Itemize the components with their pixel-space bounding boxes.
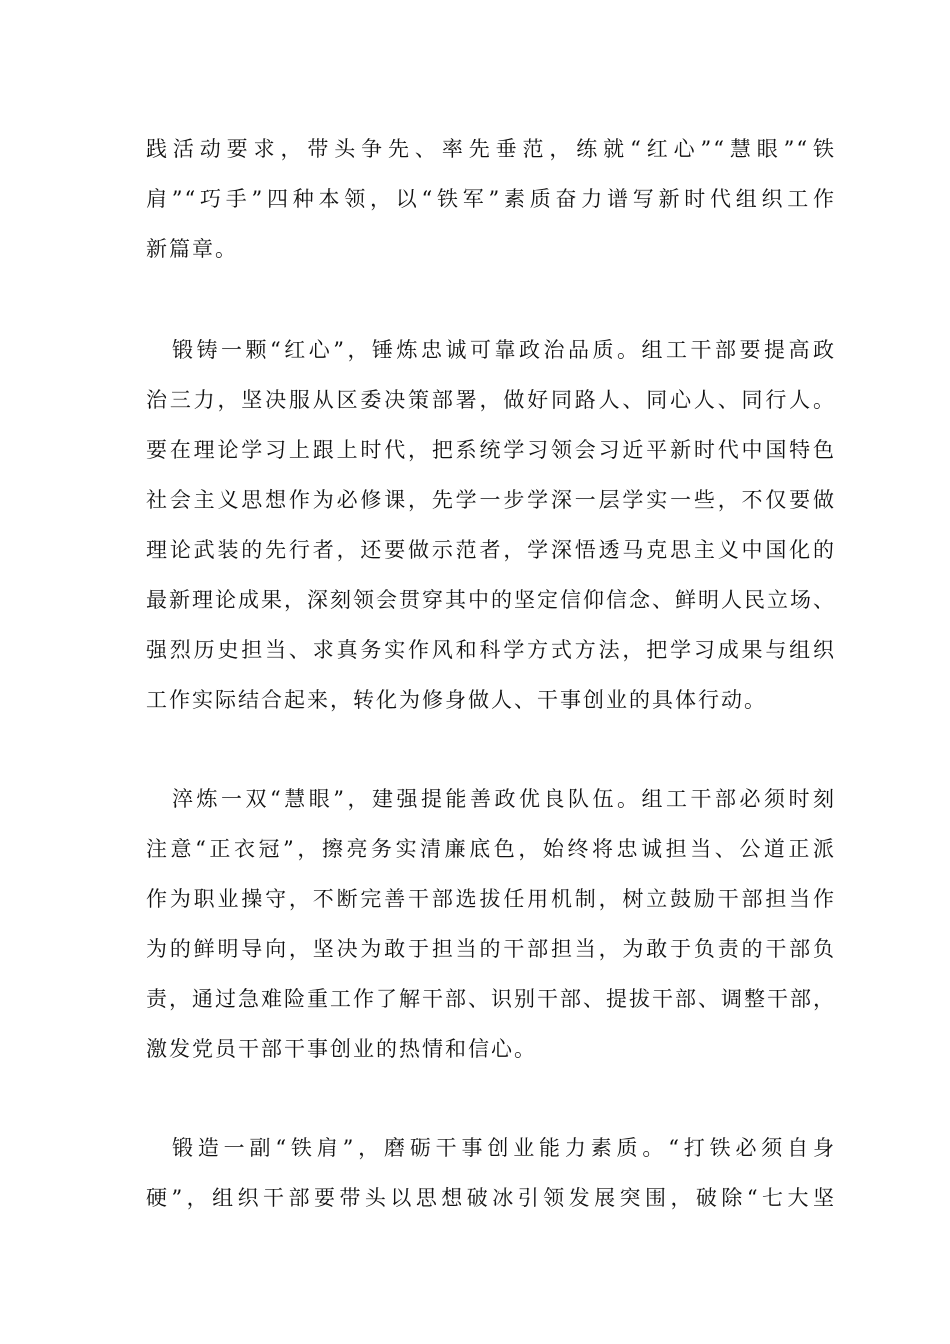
text-line: 社会主义思想作为必修课，先学一步学深一层学实一些，不仅要做 <box>146 488 836 512</box>
text-line: 作为职业操守，不断完善干部选拔任用机制，树立鼓励干部担当作 <box>146 887 836 911</box>
text-line: 注意“正衣冠”，擦亮务实清廉底色，始终将忠诚担当、公道正派 <box>146 837 836 861</box>
text-line: 强烈历史担当、求真务实作风和科学方式方法，把学习成果与组织 <box>146 638 836 662</box>
text-line: 治三力，坚决服从区委决策部署，做好同路人、同心人、同行人。 <box>146 388 836 412</box>
paragraph-wise-eyes <box>146 774 836 1074</box>
paragraph-red-heart <box>146 325 836 725</box>
text-line: 肩”“巧手”四种本领，以“铁军”素质奋力谱写新时代组织工作 <box>146 187 836 211</box>
text-line: 要在理论学习上跟上时代，把系统学习领会习近平新时代中国特色 <box>146 438 836 462</box>
text-line: 践活动要求，带头争先、率先垂范，练就“红心”“慧眼”“铁 <box>146 137 836 161</box>
text-line: 工作实际结合起来，转化为修身做人、干事创业的具体行动。 <box>146 688 767 712</box>
text-line: 责，通过急难险重工作了解干部、识别干部、提拔干部、调整干部， <box>146 987 836 1011</box>
text-line: 为的鲜明导向，坚决为敢于担当的干部担当，为敢于负责的干部负 <box>146 937 836 961</box>
text-line: 新篇章。 <box>146 237 238 261</box>
text-line: 激发党员干部干事创业的热情和信心。 <box>146 1037 537 1061</box>
text-line: 理论武装的先行者，还要做示范者，学深悟透马克思主义中国化的 <box>146 538 836 562</box>
text-line: 淬炼一双“慧眼”，建强提能善政优良队伍。组工干部必须时刻 <box>172 787 836 811</box>
paragraph-iron-shoulders <box>146 1123 836 1223</box>
text-line: 锻造一副“铁肩”，磨砺干事创业能力素质。“打铁必须自身 <box>172 1136 836 1160</box>
paragraph-continuation <box>146 124 836 274</box>
text-line: 最新理论成果，深刻领会贯穿其中的坚定信仰信念、鲜明人民立场、 <box>146 588 836 612</box>
text-line: 硬”，组织干部要带头以思想破冰引领发展突围，破除“七大坚 <box>146 1186 836 1210</box>
text-line: 锻铸一颗“红心”，锤炼忠诚可靠政治品质。组工干部要提高政 <box>172 338 836 362</box>
